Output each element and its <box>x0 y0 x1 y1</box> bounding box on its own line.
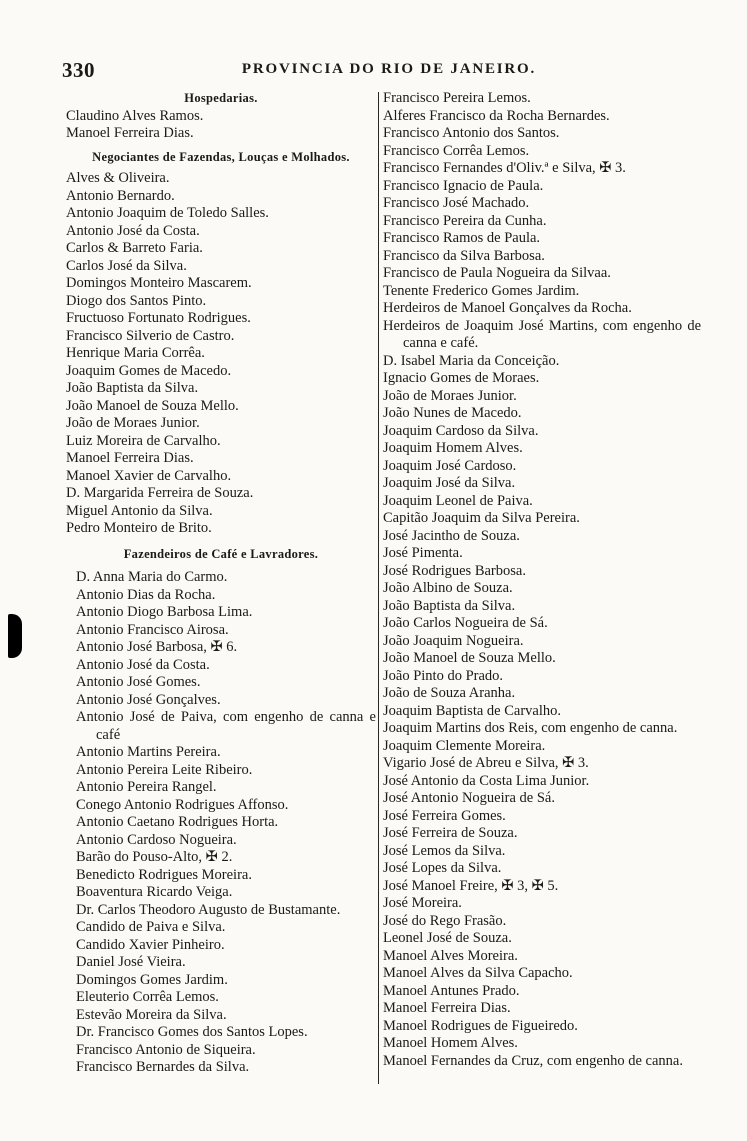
list-item: Joaquim Homem Alves. <box>383 440 523 456</box>
list-item: Manoel Antunes Prado. <box>383 982 520 999</box>
list-item: José Rodrigues Barbosa. <box>383 562 526 579</box>
list-item: D. Isabel Maria da Conceição. <box>383 352 560 369</box>
hospedarias-list <box>66 108 376 143</box>
list-item: José Ferreira Gomes. <box>383 807 506 824</box>
list-item: Carlos & Barreto Faria. <box>66 240 203 256</box>
list-item: Manoel Fernandes da Cruz, com engenho de canna. <box>383 1052 683 1069</box>
list-item: João de Souza Aranha. <box>383 685 516 701</box>
list-item: Antonio José da Costa. <box>66 222 200 239</box>
page-header <box>62 58 682 84</box>
list-item: Antonio José Gomes. <box>76 674 201 690</box>
list-item: Antonio José Gonçalves. <box>76 691 221 708</box>
list-item: Joaquim Gomes de Macedo. <box>66 362 232 379</box>
list-item: Daniel José Vieira. <box>76 954 186 970</box>
list-item: Antonio Pereira Rangel. <box>76 779 217 795</box>
list-item: Francisco Ignacio de Paula. <box>383 177 544 194</box>
list-item: Francisco de Paula Nogueira da Silvaa. <box>383 265 611 281</box>
section-heading-fazendeiros: Fazendeiros de Café e Lavradores. <box>123 546 319 561</box>
list-item: Estevão Moreira da Silva. <box>76 1006 227 1023</box>
list-item: Leonel José de Souza. <box>383 930 512 946</box>
list-item: Antonio Francisco Airosa. <box>76 621 229 638</box>
list-item: Barão do Pouso-Alto, ✠ 2. <box>76 849 233 865</box>
list-item: D. Anna Maria do Carmo. <box>76 569 228 585</box>
list-item: Francisco Silverio de Castro. <box>66 327 235 344</box>
list-item: Domingos Monteiro Mascarem. <box>66 275 252 291</box>
negociantes-list <box>66 170 376 538</box>
list-item: José Moreira. <box>383 895 462 911</box>
list-item: Joaquim Leonel de Paiva. <box>383 492 533 509</box>
list-item: Antonio Martins Pereira. <box>76 744 221 760</box>
list-item: Boaventura Ricardo Veiga. <box>76 884 233 900</box>
list-item: Tenente Frederico Gomes Jardim. <box>383 282 580 299</box>
list-item: Ignacio Gomes de Moraes. <box>383 370 540 386</box>
list-item: Domingos Gomes Jardim. <box>76 971 228 988</box>
right-column <box>383 90 701 1070</box>
list-item: Joaquim Baptista de Carvalho. <box>383 702 561 719</box>
list-item: Vigario José de Abreu e Silva, ✠ 3. <box>383 755 589 771</box>
list-item: Francisco Antonio de Siqueira. <box>76 1041 256 1058</box>
list-item: José Jacintho de Souza. <box>383 527 520 544</box>
list-item: D. Margarida Ferreira de Souza. <box>66 485 254 501</box>
list-item: João Joaquim Nogueira. <box>383 632 524 649</box>
list-item: Antonio Bernardo. <box>66 187 175 204</box>
list-item: José Pimenta. <box>383 545 463 561</box>
list-item: Manoel Homem Alves. <box>383 1035 518 1051</box>
list-item: José do Rego Frasão. <box>383 912 507 929</box>
list-item: Joaquim José da Silva. <box>383 475 516 491</box>
list-item: Joaquim José Cardoso. <box>383 457 517 474</box>
list-item: Conego Antonio Rodrigues Affonso. <box>76 796 289 813</box>
list-item: Luiz Moreira de Carvalho. <box>66 432 221 449</box>
list-item: João de Moraes Junior. <box>66 415 200 431</box>
list-item: Manoel Alves Moreira. <box>383 947 518 964</box>
list-item: José Antonio da Costa Lima Junior. <box>383 772 590 789</box>
list-item: Francisco Antonio dos Santos. <box>383 125 560 141</box>
list-item: Antonio Dias da Rocha. <box>76 586 216 603</box>
list-item: João Albino de Souza. <box>383 580 513 596</box>
list-item: José Antonio Nogueira de Sá. <box>383 790 555 806</box>
list-item: Antonio José da Costa. <box>76 656 210 673</box>
list-item: Joaquim Martins dos Reis, com engenho de canna. <box>383 720 678 736</box>
list-item: Eleuterio Corrêa Lemos. <box>76 989 219 1005</box>
list-item: Antonio Joaquim de Toledo Salles. <box>66 205 269 221</box>
list-item: Francisco Corrêa Lemos. <box>383 142 530 159</box>
list-item: Antonio Caetano Rodrigues Horta. <box>76 814 279 830</box>
page-number: 330 <box>62 58 95 82</box>
list-item: Manoel Xavier de Carvalho. <box>66 467 232 484</box>
list-item: José Lopes da Silva. <box>383 860 502 876</box>
list-item: Francisco Bernardes da Silva. <box>76 1059 250 1075</box>
list-item: Pedro Monteiro de Brito. <box>66 520 212 536</box>
list-item: Henrique Maria Corrêa. <box>66 345 205 361</box>
list-item: Francisco Pereira da Cunha. <box>383 212 547 229</box>
list-item: José Lemos da Silva. <box>383 842 506 859</box>
list-item: João Manoel de Souza Mello. <box>66 397 239 414</box>
list-item: Alferes Francisco da Rocha Bernardes. <box>383 107 610 124</box>
fazendeiros-list <box>66 569 376 1077</box>
list-item: Candido Xavier Pinheiro. <box>76 936 225 953</box>
list-item: João de Moraes Junior. <box>383 387 517 404</box>
list-item: Manoel Ferreira Dias. <box>66 450 194 466</box>
list-item: Carlos José da Silva. <box>66 257 187 274</box>
list-item: Antonio José Barbosa, ✠ 6. <box>76 639 238 655</box>
list-item: Manoel Alves da Silva Capacho. <box>383 965 573 981</box>
list-item: Antonio Pereira Leite Ribeiro. <box>76 761 253 778</box>
list-item: Manoel Ferreira Dias. <box>383 1000 511 1016</box>
list-item: João Pinto do Prado. <box>383 667 504 684</box>
list-item: Benedicto Rodrigues Moreira. <box>76 866 252 883</box>
list-item: Dr. Carlos Theodoro Augusto de Bustamante. <box>76 901 341 918</box>
list-item: Antonio José de Paiva, com engenho de canna e café <box>76 709 376 743</box>
section-heading-hospedarias: Hospedarias. <box>184 91 258 105</box>
running-title: PROVINCIA DO RIO DE JANEIRO. <box>241 61 537 77</box>
list-item: Dr. Francisco Gomes dos Santos Lopes. <box>76 1024 308 1040</box>
list-item: João Baptista da Silva. <box>383 597 516 614</box>
list-item: Antonio Diogo Barbosa Lima. <box>76 604 253 620</box>
list-item: Francisco Fernandes d'Oliv.ª e Silva, ✠ 3. <box>383 160 626 176</box>
list-item: Francisco José Machado. <box>383 195 530 211</box>
page-edge-mark <box>8 614 22 658</box>
list-item: Francisco da Silva Barbosa. <box>383 247 545 264</box>
list-item: Antonio Cardoso Nogueira. <box>76 831 237 848</box>
list-item: Miguel Antonio da Silva. <box>66 502 213 519</box>
list-item: João Carlos Nogueira de Sá. <box>383 615 548 631</box>
list-item: Francisco Ramos de Paula. <box>383 230 541 246</box>
list-item: Fructuoso Fortunato Rodrigues. <box>66 310 251 326</box>
right-list <box>383 90 701 1070</box>
list-item: Capitão Joaquim da Silva Pereira. <box>383 510 580 526</box>
list-item: João Manoel de Souza Mello. <box>383 650 556 666</box>
left-column <box>66 90 376 1077</box>
list-item: João Nunes de Macedo. <box>383 405 522 421</box>
list-item: João Baptista da Silva. <box>66 380 199 396</box>
list-item: Manoel Rodrigues de Figueiredo. <box>383 1017 578 1034</box>
list-item: Joaquim Cardoso da Silva. <box>383 422 539 439</box>
section-heading-negociantes: Negociantes de Fazendas, Louças e Molhados. <box>92 149 350 164</box>
list-item: Herdeiros de Manoel Gonçalves da Rocha. <box>383 300 632 316</box>
list-item: Claudino Alves Ramos. <box>66 107 204 124</box>
column-divider <box>378 92 379 1084</box>
list-item: José Manoel Freire, ✠ 3, ✠ 5. <box>383 877 559 894</box>
list-item: Manoel Ferreira Dias. <box>66 125 194 141</box>
list-item: Alves & Oliveira. <box>66 170 170 186</box>
list-item: José Ferreira de Souza. <box>383 825 518 841</box>
list-item: Candido de Paiva e Silva. <box>76 919 226 935</box>
list-item: Herdeiros de Joaquim José Martins, com engenho de canna e café. <box>383 317 701 351</box>
list-item: Francisco Pereira Lemos. <box>383 90 531 106</box>
list-item: Diogo dos Santos Pinto. <box>66 292 207 309</box>
list-item: Joaquim Clemente Moreira. <box>383 737 546 754</box>
